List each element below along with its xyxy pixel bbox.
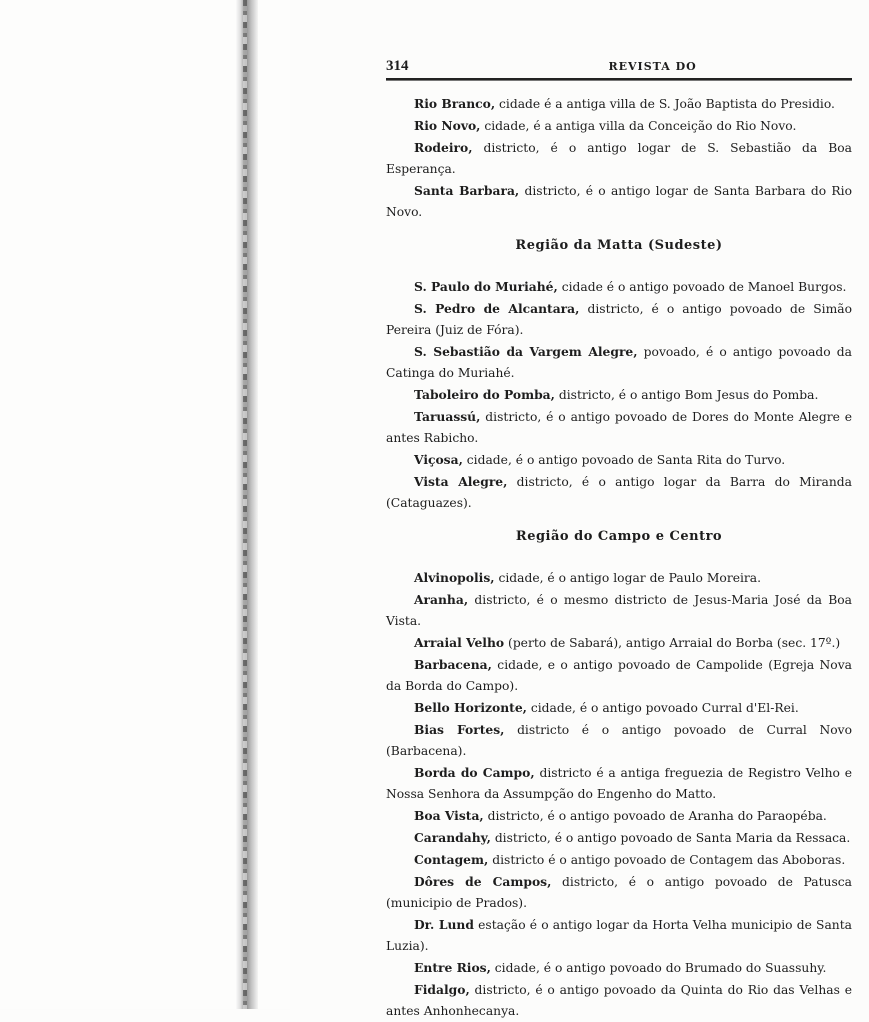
place-name: S. Paulo do Muriahé, [414,279,558,294]
gazetteer-entry [386,632,852,654]
place-description: cidade, e o antigo povoado de Campolide (Egreja Nova da Borda do Campo). [386,658,852,693]
place-description: districto, é o antigo povoado de Simão Pereira (Juiz de Fóra). [386,302,852,337]
place-description: districto, é o antigo Bom Jesus do Pomba. [554,388,819,402]
gazetteer-entry [386,697,852,719]
place-name: Vista Alegre, [414,474,508,489]
place-description: cidade, é o antigo povoado Curral d'El-Rei. [526,701,799,715]
page [386,58,852,1022]
gazetteer-entry [386,137,852,180]
place-description: povoado, é o antigo povoado da Catinga do Muriahé. [386,345,853,380]
place-description: districto, é o antigo logar de S. Sebastião da Boa Esperança. [386,141,852,176]
gazetteer-entry [386,115,852,137]
gazetteer-entry [386,93,852,115]
place-name: Viçosa, [414,452,463,467]
place-description: (perto de Sabará), antigo Arraial do Borba (sec. 17º.) [504,636,841,650]
place-description: estação é o antigo logar da Horta Velha municipio de Santa Luzia). [386,918,853,953]
book-spine-shadow [236,0,258,1009]
place-description: districto, é o antigo logar da Barra do Miranda (Cataguazes). [386,475,852,510]
gazetteer-entry [386,276,852,298]
place-name: S. Sebastião da Vargem Alegre, [414,344,638,359]
place-name: Boa Vista, [414,808,484,823]
entry-block-3 [386,567,852,1022]
gazetteer-entry [386,471,852,514]
place-name: Dr. Lund [414,917,474,932]
place-description: districto é a antiga freguezia de Registro Velho e Nossa Senhora da Assumpção do Engenho do Matto. [386,766,852,801]
place-name: Rio Novo, [414,118,481,133]
place-name: Fidalgo, [414,982,470,997]
section-title-matta: Região da Matta (Sudeste) [515,238,723,253]
place-description: districto, é o antigo povoado de Santa Maria da Ressaca. [490,831,851,845]
gazetteer-entry [386,180,852,223]
gazetteer-entry [386,957,852,979]
page-number: 314 [386,58,409,74]
gazetteer-entry [386,871,852,914]
place-name: Dôres de Campos, [414,874,552,889]
place-name: Arraial Velho [414,635,505,650]
entry-block-2 [386,276,852,514]
entry-block-1 [386,93,852,223]
gazetteer-entry [386,719,852,762]
gazetteer-entry [386,805,852,827]
gazetteer-entry [386,979,852,1022]
place-name: Aranha, [414,592,469,607]
place-description: districto, é o antigo povoado de Patusca (municipio de Prados). [386,875,852,910]
place-name: Alvinopolis, [414,570,495,585]
gazetteer-entry [386,827,852,849]
place-name: Contagem, [414,852,489,867]
place-name: Bello Horizonte, [414,700,527,715]
place-name: Rodeiro, [414,140,473,155]
place-description: districto, é o antigo povoado da Quinta do Rio das Velhas e antes Anhonhecanya. [386,983,852,1018]
gazetteer-entry [386,914,852,957]
gazetteer-entry [386,762,852,805]
gazetteer-entry [386,589,852,632]
place-name: Carandahy, [414,830,491,845]
place-name: Taruassú, [414,409,481,424]
place-name: Taboleiro do Pomba, [414,387,555,402]
place-description: districto, é o antigo povoado de Dores do Monte Alegre e antes Rabicho. [386,410,852,445]
place-description: cidade, é o antigo povoado do Brumado do Suassuhy. [490,961,827,975]
place-description: districto, é o mesmo districto de Jesus-Maria José da Boa Vista. [386,593,852,628]
gazetteer-entry [386,449,852,471]
place-description: districto, é o antigo povoado de Aranha do Paraopéba. [483,809,827,823]
place-description: cidade, é o antigo logar de Paulo Moreira. [494,571,762,585]
place-description: cidade é a antiga villa de S. João Baptista do Presidio. [495,97,835,111]
place-name: Entre Rios, [414,960,491,975]
place-description: cidade, é a antiga villa da Conceição do Rio Novo. [480,119,797,133]
place-name: Santa Barbara, [414,183,520,198]
gazetteer-entry [386,406,852,449]
place-name: S. Pedro de Alcantara, [414,301,580,316]
place-description: cidade é o antigo povoado de Manoel Burgos. [557,280,847,294]
place-name: Bias Fortes, [414,722,505,737]
place-description: cidade, é o antigo povoado de Santa Rita do Turvo. [462,453,786,467]
gazetteer-entry [386,849,852,871]
place-description: districto é o antigo povoado de Contagem das Aboboras. [488,853,846,867]
header-rule [386,78,852,81]
place-name: Borda do Campo, [414,765,535,780]
page-header [386,58,852,76]
place-description: districto, é o antigo logar de Santa Barbara do Rio Novo. [386,184,852,219]
place-name: Rio Branco, [414,96,496,111]
gazetteer-entry [386,341,852,384]
place-description: districto é o antigo povoado de Curral Novo (Barbacena). [386,723,852,758]
gazetteer-entry [386,567,852,589]
gazetteer-entry [386,384,852,406]
entries [386,93,852,1022]
section-title-campo: Região do Campo e Centro [515,529,723,544]
gazetteer-entry [386,654,852,697]
running-title: REVISTA DO [608,60,697,73]
gazetteer-entry [386,298,852,341]
place-name: Barbacena, [414,657,492,672]
